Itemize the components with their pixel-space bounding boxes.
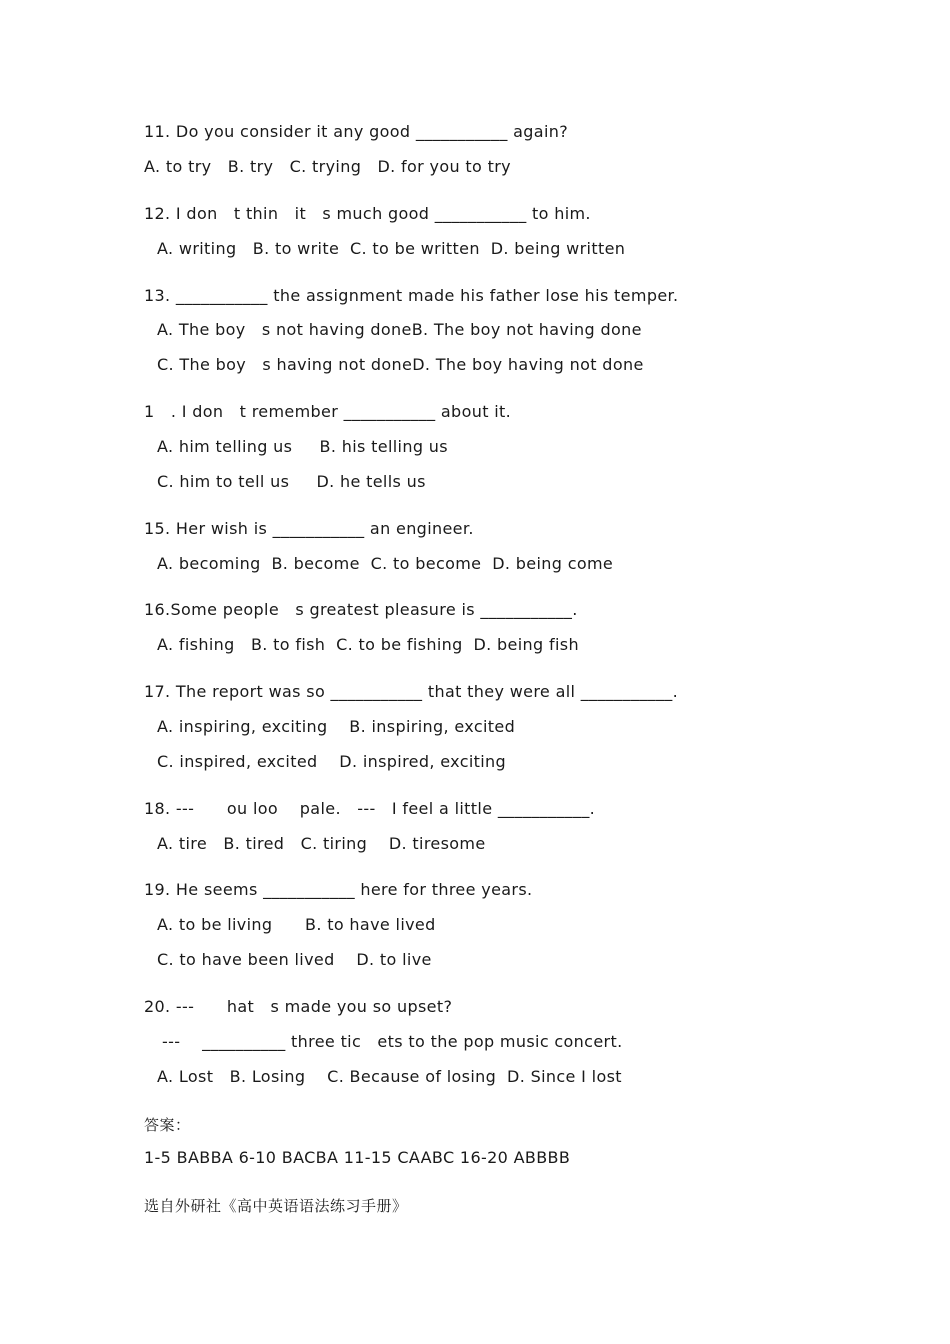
answer-key: 1-5 BABBA 6-10 BACBA 11-15 CAABC 16-20 ABBBB [144, 1148, 571, 1167]
question-20-reply: --- __________ three tic ets to the pop music concert. [162, 1032, 623, 1051]
question-20-options: A. Lost B. Losing C. Because of losing D. Since I lost [157, 1067, 622, 1086]
question-20-stem: 20. --- hat s made you so upset? [144, 997, 453, 1016]
question-19-options-ab: A. to be living B. to have lived [157, 915, 436, 934]
question-17-options-ab: A. inspiring, exciting B. inspiring, excited [157, 717, 516, 736]
question-15-options: A. becoming B. become C. to become D. being come [157, 554, 614, 573]
question-17-stem: 17. The report was so ___________ that they were all ___________. [144, 682, 679, 701]
question-18-options: A. tire B. tired C. tiring D. tiresome [157, 834, 486, 853]
question-11-options: A. to try B. try C. trying D. for you to try [144, 157, 511, 176]
question-13-options-ab: A. The boy s not having doneB. The boy not having done [157, 320, 642, 339]
question-11-stem: 11. Do you consider it any good ___________ again? [144, 122, 569, 141]
question-17-options-cd: C. inspired, excited D. inspired, exciting [157, 752, 507, 771]
question-13-options-cd: C. The boy s having not doneD. The boy having not done [157, 355, 644, 374]
question-14-stem: 1 . I don t remember ___________ about it. [144, 402, 512, 421]
question-14-options-cd: C. him to tell us D. he tells us [157, 472, 426, 491]
question-16-stem: 16.Some people s greatest pleasure is ___________. [144, 600, 578, 619]
answers-label: 答案： [144, 1116, 191, 1134]
question-19-stem: 19. He seems ___________ here for three years. [144, 880, 533, 899]
source-note: 选自外研社《高中英语语法练习手册》 [144, 1197, 408, 1215]
question-15-stem: 15. Her wish is ___________ an engineer. [144, 519, 474, 538]
question-19-options-cd: C. to have been lived D. to live [157, 950, 432, 969]
question-12-stem: 12. I don t thin it s much good ___________ to him. [144, 204, 591, 223]
question-13-stem: 13. ___________ the assignment made his father lose his temper. [144, 286, 679, 305]
question-18-stem: 18. --- ou loo pale. --- I feel a little ___________. [144, 799, 596, 818]
question-14-options-ab: A. him telling us B. his telling us [157, 437, 448, 456]
question-12-options: A. writing B. to write C. to be written D. being written [157, 239, 626, 258]
question-16-options: A. fishing B. to fish C. to be fishing D. being fish [157, 635, 579, 654]
